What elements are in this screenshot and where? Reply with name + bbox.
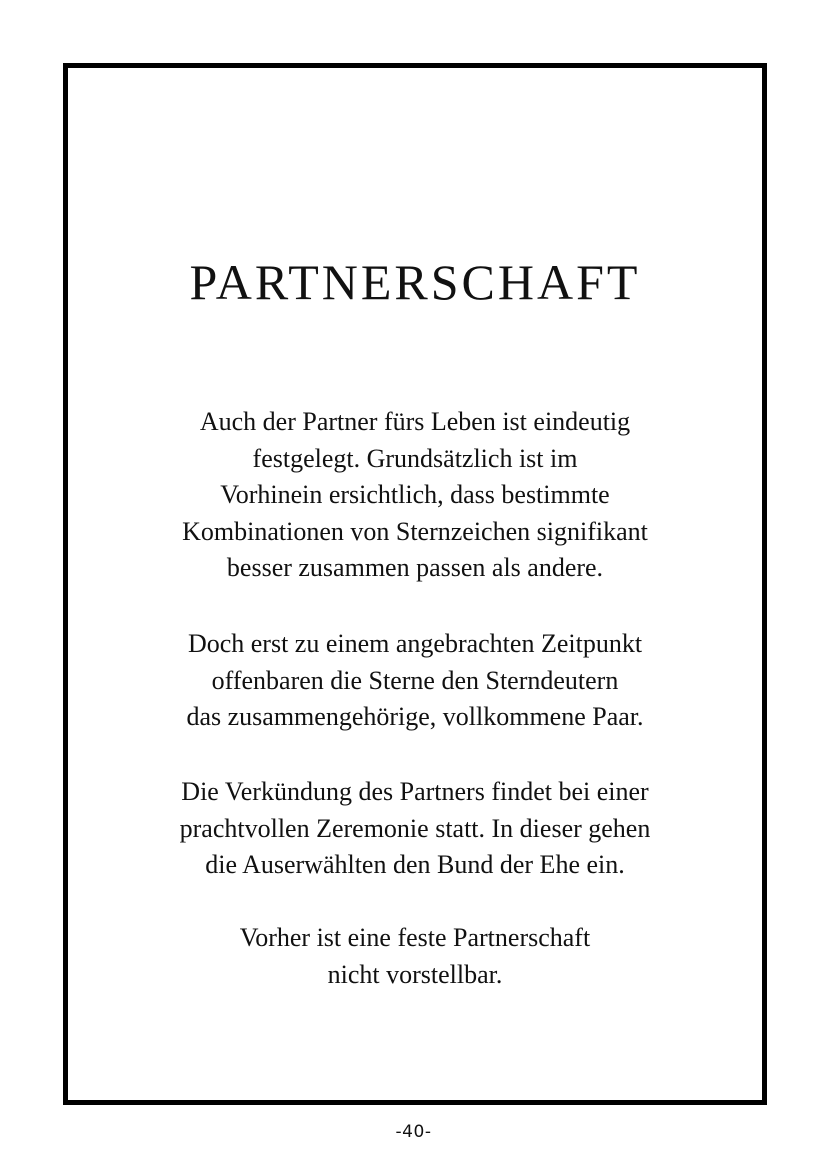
- text-line: Die Verkündung des Partners findet bei einer: [181, 777, 649, 806]
- text-line: Auch der Partner fürs Leben ist eindeutig: [199, 407, 631, 436]
- paragraph-1: [68, 404, 762, 587]
- text-line: festgelegt. Grundsätzlich ist im: [252, 443, 578, 473]
- text-line: besser zusammen passen als andere.: [226, 553, 604, 582]
- text-line: offenbaren die Sterne den Sterndeutern: [211, 665, 619, 695]
- text-line: prachtvollen Zeremonie statt. In dieser gehen: [179, 813, 651, 843]
- page-title: PARTNERSCHAFT: [189, 254, 641, 310]
- text-line: Doch erst zu einem angebrachten Zeitpunkt: [187, 629, 643, 658]
- text-line: Vorhinein ersichtlich, dass bestimmte: [220, 480, 610, 509]
- paragraph-3: [68, 774, 762, 884]
- paragraph-4: [68, 920, 762, 993]
- text-line: nicht vorstellbar.: [327, 959, 503, 989]
- text-line: Vorher ist eine feste Partnerschaft: [239, 923, 591, 952]
- text-line: die Auserwählten den Bund der Ehe ein.: [205, 850, 625, 879]
- text-line: Kombinationen von Sternzeichen signifikant: [182, 516, 648, 546]
- page-number: -40-: [395, 1122, 432, 1142]
- paragraph-2: [68, 626, 762, 736]
- page-frame: [63, 63, 767, 1105]
- text-line: das zusammengehörige, vollkommene Paar.: [186, 702, 644, 731]
